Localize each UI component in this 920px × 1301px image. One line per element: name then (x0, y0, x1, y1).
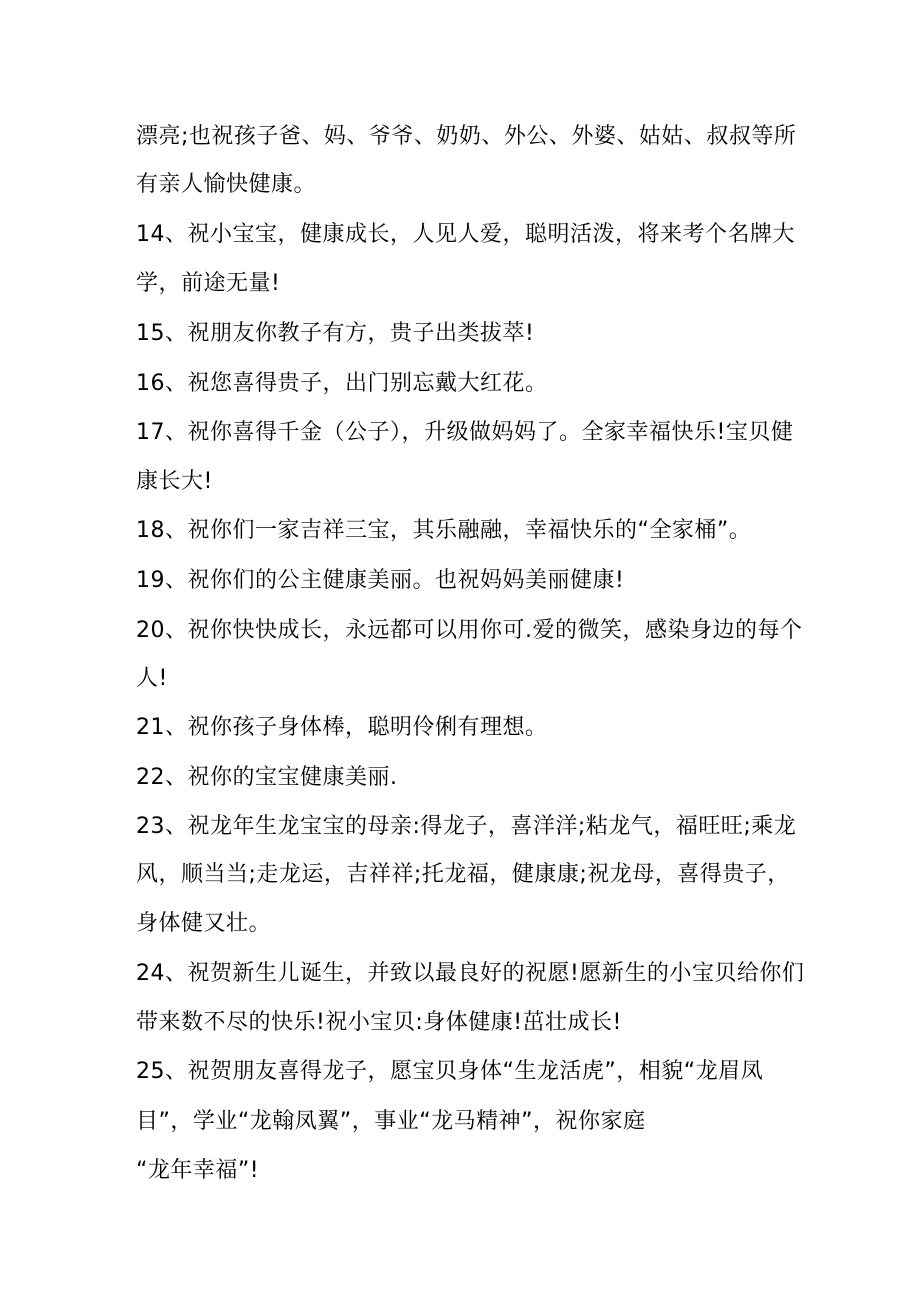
text-line: “龙年幸福”! (136, 1158, 260, 1183)
text-line: 19、祝你们的公主健康美丽。也祝妈妈美丽健康! (136, 568, 625, 593)
text-line: 有亲人愉快健康。 (136, 172, 317, 197)
text-line: 24、祝贺新生儿诞生，并致以最良好的祝愿!愿新生的小宝贝给你们 (136, 961, 805, 986)
text-line: 康长大! (136, 469, 213, 494)
text-line: 23、祝龙年生龙宝宝的母亲:得龙子，喜洋洋;粘龙气，福旺旺;乘龙 (136, 814, 797, 839)
text-line: 17、祝你喜得千金（公子），升级做妈妈了。全家幸福快乐!宝贝健 (136, 420, 794, 445)
text-line: 人! (136, 666, 168, 691)
text-line: 带来数不尽的快乐!祝小宝贝:身体健康!茁壮成长! (136, 1010, 622, 1035)
text-line: 15、祝朋友你教子有方，贵子出类拔萃! (136, 321, 535, 346)
text-line: 风，顺当当;走龙运，吉祥祥;托龙福，健康康;祝龙母，喜得贵子， (136, 862, 790, 887)
text-line: 目”，学业“龙翰凤翼”，事业“龙马精神”，祝你家庭 (136, 1109, 646, 1134)
text-line: 漂亮;也祝孩子爸、妈、爷爷、奶奶、外公、外婆、姑姑、叔叔等所 (136, 124, 797, 149)
text-line: 18、祝你们一家吉祥三宝，其乐融融，幸福快乐的“全家桶”。 (136, 518, 752, 543)
text-line: 22、祝你的宝宝健康美丽. (136, 765, 398, 790)
text-line: 16、祝您喜得贵子，出门别忘戴大红花。 (136, 371, 548, 396)
text-line: 学，前途无量! (136, 271, 281, 296)
text-line: 25、祝贺朋友喜得龙子，愿宝贝身体“生龙活虎”，相貌“龙眉凤 (136, 1059, 764, 1084)
text-line: 20、祝你快快成长，永远都可以用你可.爱的微笑，感染身边的每个 (136, 618, 803, 643)
text-line: 身体健又壮。 (136, 911, 272, 936)
text-line: 21、祝你孩子身体棒，聪明伶俐有理想。 (136, 715, 548, 740)
text-line: 14、祝小宝宝，健康成长，人见人爱，聪明活泼，将来考个名牌大 (136, 222, 795, 247)
